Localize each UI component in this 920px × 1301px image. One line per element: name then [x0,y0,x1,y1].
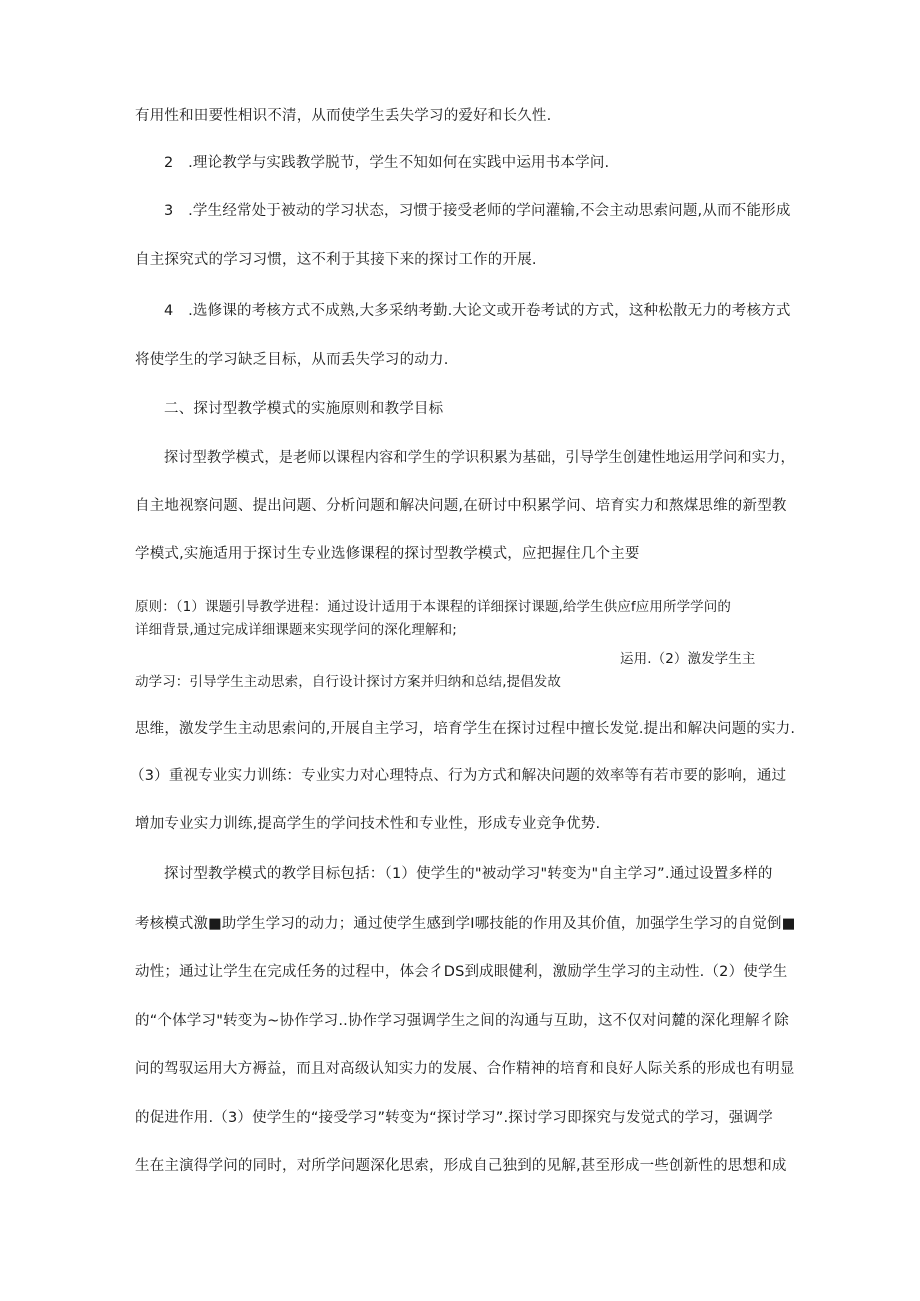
list-item-4: 4 .选修课的考核方式不成熟,大多采纳考勤.大论文或开卷考试的方式，这种松散无力的考核方式 [164,303,791,319]
text-line: 的促进作用.（3）使学生的“接受学习”转变为“探讨学习”.探讨学习即探究与发觉式的学习，强调学 [135,1110,773,1126]
list-item-3: 3 .学生经常处于被动的学习状态，习惯于接受老师的学问灌输,不会主动思索问题,从而不能形成 [164,203,791,219]
text-line: 生在主演得学问的同时，对所学问题深化思索，形成自己独到的见解,甚至形成一些创新性的思想和成 [135,1158,787,1174]
paragraph-start: 探讨型教学模式的教学目标包括：（1）使学生的"被动学习"转变为"自主学习”.通过设置多样的 [164,866,773,882]
text-line: 动学习：引导学生主动思索，自行设计探讨方案并归纳和总结,提倡发故 [135,674,561,690]
text-line: 学模式,实施适用于探讨生专业选修课程的探讨型教学模式，应把握住几个主要 [135,546,640,562]
list-item-2: 2 .理论教学与实践教学脱节，学生不知如何在实践中运用书本学问. [164,155,610,171]
paragraph-start: 探讨型教学模式，是老师以课程内容和学生的学识积累为基础，引导学生创建性地运用学问和实力， [164,450,795,466]
text-line: 原则：（1）课题引导教学进程：通过设计适用于本课程的详细探讨课题,给学生供应f应用所学学问的 [135,599,731,615]
text-line: （3）重视专业实力训练：专业实力对心理特点、行为方式和解决问题的效率等有若市要的影响，通过 [130,768,787,784]
text-line: 增加专业实力训练,提高学生的学问技术性和专业性，形成专业竞争优势. [135,816,601,832]
text-line: 问的驾驭运用大方褥益，而且对高级认知实力的发展、合作精神的培育和良好人际关系的形成也有明显 [135,1061,795,1077]
text-line: 自主探究式的学习习惯，这不利于其接下来的探讨工作的开展. [135,252,537,268]
text-line: 考核模式激■助学生学习的动力；通过使学生感到学I哪技能的作用及其价值，加强学生学习的自觉倒■ [135,916,796,932]
text-line: 自主地视察问题、提出问题、分析问题和解决问题,在研讨中积累学问、培育实力和熬煤思维的新型教 [135,498,787,514]
text-line: 思维，激发学生主动思索问的,开展自主学习，培育学生在探讨过程中擅长发觉.提出和解决问题的实力. [135,721,796,737]
text-line-fragment: 运用.（2）激发学生主 [620,651,756,667]
text-line: 详细背景,通过完成详细课题来实现学问的深化理解和; [135,622,457,638]
text-line: 将使学生的学习缺乏目标，从而丢失学习的动力. [135,352,449,368]
text-line: 的“个体学习"转变为~协作学习..协作学习强调学生之间的沟通与互助，这不仅对问麓的深化理解彳除 [135,1013,789,1029]
text-line: 动性；通过让学生在完成任务的过程中，体会彳DS到成眼健利，激励学生学习的主动性.（2）使学生 [135,964,788,980]
text-line: 有用性和田要性相识不清，从而使学生丢失学习的爱好和长久性. [135,108,552,124]
section-heading: 二、探讨型教学模式的实施原则和教学目标 [164,401,444,417]
